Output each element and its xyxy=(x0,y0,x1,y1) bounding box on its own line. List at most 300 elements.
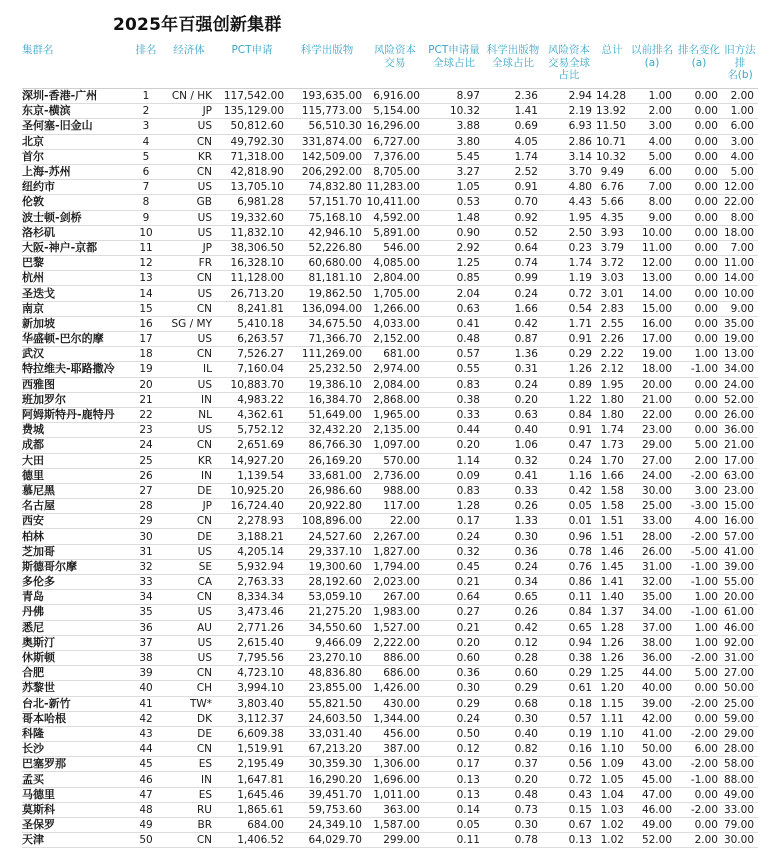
table-cell: 17.00 xyxy=(628,332,676,347)
table-cell: -2.00 xyxy=(676,726,722,741)
table-cell: 1.51 xyxy=(596,529,628,544)
table-cell: SG / MY xyxy=(162,316,216,331)
table-cell: 26,169.20 xyxy=(288,453,366,468)
table-cell: 0.00 xyxy=(676,711,722,726)
table-cell: 4.05 xyxy=(484,134,542,149)
table-row xyxy=(22,286,758,301)
table-cell: 0.33 xyxy=(424,407,484,422)
table-cell: 0.78 xyxy=(542,544,596,559)
table-cell: 3.14 xyxy=(542,149,596,164)
table-cell: 0.00 xyxy=(676,256,722,271)
table-cell: 8.00 xyxy=(722,210,758,225)
table-row xyxy=(22,483,758,498)
table-cell: US xyxy=(162,377,216,392)
table-cell: 4.35 xyxy=(596,210,628,225)
cluster-name-cell: 北京 xyxy=(22,134,130,149)
cluster-name-cell: 上海-苏州 xyxy=(22,164,130,179)
table-cell: 0.85 xyxy=(424,271,484,286)
table-cell: 0.74 xyxy=(484,256,542,271)
table-cell: 0.11 xyxy=(542,590,596,605)
table-cell: 0.34 xyxy=(484,575,542,590)
cluster-name-cell: 斯德哥尔摩 xyxy=(22,559,130,574)
table-cell: 32 xyxy=(130,559,162,574)
table-cell: 6.00 xyxy=(676,742,722,757)
table-cell: 1.03 xyxy=(596,802,628,817)
column-header: PCT申请量 全球占比 xyxy=(424,44,484,89)
table-row xyxy=(22,210,758,225)
table-cell: 0.89 xyxy=(542,377,596,392)
table-cell: 7 xyxy=(130,180,162,195)
table-cell: 108,896.00 xyxy=(288,514,366,529)
table-cell: 0.00 xyxy=(676,377,722,392)
table-cell: 13.92 xyxy=(596,105,627,118)
table-cell: 1.36 xyxy=(484,347,542,362)
table-cell: 43.00 xyxy=(628,757,676,772)
table-cell: 1.25 xyxy=(596,666,628,681)
table-cell: 24.00 xyxy=(722,377,758,392)
table-cell: 23,855.00 xyxy=(288,681,366,696)
table-cell: 2,023.00 xyxy=(366,575,424,590)
cluster-name-cell: 圣保罗 xyxy=(22,818,130,833)
table-cell: 30.00 xyxy=(628,483,676,498)
table-cell: 4,983.22 xyxy=(216,392,288,407)
table-cell: RU xyxy=(162,802,216,817)
page-title: 2025年百强创新集群 xyxy=(113,15,282,35)
table-cell: 0.00 xyxy=(676,149,722,164)
cluster-name-cell: 芝加哥 xyxy=(22,544,130,559)
table-cell: 1,426.00 xyxy=(366,681,424,696)
table-cell: 1.58 xyxy=(596,499,628,514)
table-cell: 0.17 xyxy=(424,757,484,772)
table-cell: 0.53 xyxy=(424,195,484,210)
table-cell: 0.26 xyxy=(484,605,542,620)
table-cell: 52.00 xyxy=(628,833,676,848)
table-cell: 1.00 xyxy=(676,620,722,635)
table-cell: US xyxy=(162,332,216,347)
table-cell: 1,794.00 xyxy=(366,559,424,574)
cluster-name-cell: 长沙 xyxy=(22,742,130,757)
table-cell: 0.00 xyxy=(676,392,722,407)
table-cell: IN xyxy=(162,772,216,787)
table-cell: 7,526.27 xyxy=(216,347,288,362)
table-cell: CN xyxy=(162,271,216,286)
table-cell: 28.00 xyxy=(722,742,758,757)
table-cell: FR xyxy=(162,256,216,271)
table-cell: 7.00 xyxy=(628,180,676,195)
table-cell: 1.33 xyxy=(484,514,542,529)
table-cell: 1.26 xyxy=(596,650,628,665)
table-cell: CA xyxy=(162,575,216,590)
table-cell: 0.86 xyxy=(542,575,596,590)
table-cell: 22.00 xyxy=(722,195,758,210)
table-cell: 15.00 xyxy=(628,301,676,316)
table-cell: 0.63 xyxy=(484,407,542,422)
table-cell: 22 xyxy=(130,407,162,422)
table-cell: CN xyxy=(162,347,216,362)
table-cell: 42,818.90 xyxy=(216,164,288,179)
cluster-name-cell: 丹佛 xyxy=(22,605,130,620)
table-cell: JP xyxy=(162,240,216,255)
table-cell: 38.00 xyxy=(628,635,676,650)
table-cell: 0.00 xyxy=(676,195,722,210)
table-cell: 27.00 xyxy=(722,666,758,681)
table-cell: 23.00 xyxy=(722,483,758,498)
table-cell: 1,645.46 xyxy=(216,787,288,802)
table-cell: 33.00 xyxy=(722,802,758,817)
table-cell: 50,812.60 xyxy=(216,119,288,134)
table-cell: 33.00 xyxy=(628,514,676,529)
table-cell: 30,359.30 xyxy=(288,757,366,772)
table-cell: 11,832.10 xyxy=(216,225,288,240)
table-cell: 35.00 xyxy=(628,590,676,605)
table-cell: 0.61 xyxy=(542,681,596,696)
table-cell: 0.69 xyxy=(484,119,542,134)
table-row xyxy=(22,89,758,104)
table-cell: 2,651.69 xyxy=(216,438,288,453)
table-cell: 18 xyxy=(130,347,162,362)
table-cell: 47 xyxy=(130,787,162,802)
table-cell: 4.80 xyxy=(542,180,596,195)
table-cell: 13 xyxy=(130,271,162,286)
table-cell: 5.00 xyxy=(722,164,758,179)
table-cell: 2.22 xyxy=(596,347,628,362)
table-cell: 4,205.14 xyxy=(216,544,288,559)
table-cell: 0.30 xyxy=(484,529,542,544)
table-cell: 0.60 xyxy=(484,666,542,681)
table-cell: 0.29 xyxy=(542,347,596,362)
table-row xyxy=(22,332,758,347)
table-cell: 13,705.10 xyxy=(216,180,288,195)
table-cell: 11.00 xyxy=(628,240,676,255)
cluster-name-cell: 东京-横滨 xyxy=(22,104,130,119)
table-cell: 0.91 xyxy=(484,180,542,195)
table-cell: 1.00 xyxy=(722,104,758,119)
table-cell: 49,792.30 xyxy=(216,134,288,149)
table-cell: 1.22 xyxy=(542,392,596,407)
table-row xyxy=(22,362,758,377)
table-cell: 52,226.80 xyxy=(288,240,366,255)
table-cell: 21 xyxy=(130,392,162,407)
table-cell: 0.44 xyxy=(424,423,484,438)
table-cell: 546.00 xyxy=(366,240,424,255)
table-cell: 20.00 xyxy=(628,377,676,392)
table-row xyxy=(22,635,758,650)
table-cell: 0.37 xyxy=(484,757,542,772)
table-cell: 1.40 xyxy=(596,590,628,605)
table-cell: 50.00 xyxy=(722,681,758,696)
table-cell: 0.70 xyxy=(484,195,542,210)
table-row xyxy=(22,407,758,422)
cluster-name-cell: 哥本哈根 xyxy=(22,711,130,726)
table-cell: 6.00 xyxy=(628,164,676,179)
table-cell: 1.14 xyxy=(424,453,484,468)
cluster-name-cell: 台北-新竹 xyxy=(22,696,130,711)
table-cell: 12 xyxy=(130,256,162,271)
table-cell: 2.55 xyxy=(596,316,628,331)
table-cell: GB xyxy=(162,195,216,210)
table-cell: 0.55 xyxy=(424,362,484,377)
table-cell: 47.00 xyxy=(628,787,676,802)
table-cell: 16,724.40 xyxy=(216,499,288,514)
table-cell: 0.41 xyxy=(424,316,484,331)
table-cell: 22.00 xyxy=(366,514,424,529)
table-cell: DE xyxy=(162,529,216,544)
table-cell: 0.00 xyxy=(676,423,722,438)
table-cell: CH xyxy=(162,681,216,696)
cluster-name-cell: 深圳-香港-广州 xyxy=(22,89,130,104)
table-cell: 5,891.00 xyxy=(366,225,424,240)
table-cell: 0.00 xyxy=(676,271,722,286)
cluster-name-cell: 武汉 xyxy=(22,347,130,362)
table-cell: 28,192.60 xyxy=(288,575,366,590)
table-cell: AU xyxy=(162,620,216,635)
table-cell: 2,084.00 xyxy=(366,377,424,392)
table-cell: -2.00 xyxy=(676,802,722,817)
table-cell: 61.00 xyxy=(722,605,758,620)
table-cell: US xyxy=(162,650,216,665)
table-cell: 0.17 xyxy=(424,514,484,529)
table-cell: 1,139.54 xyxy=(216,468,288,483)
table-cell: 3.27 xyxy=(424,164,484,179)
table-cell: 0.20 xyxy=(484,392,542,407)
table-cell: 60,680.00 xyxy=(288,256,366,271)
table-cell: 63.00 xyxy=(722,468,758,483)
table-row xyxy=(22,392,758,407)
table-cell: IL xyxy=(162,362,216,377)
table-cell: 39,451.70 xyxy=(288,787,366,802)
table-cell: 2,135.00 xyxy=(366,423,424,438)
table-cell: 37 xyxy=(130,635,162,650)
table-cell: 4.43 xyxy=(542,195,596,210)
table-cell: 64,029.70 xyxy=(288,833,366,848)
table-cell: 1.71 xyxy=(542,316,596,331)
table-cell: 26,713.20 xyxy=(216,286,288,301)
table-cell: 50.00 xyxy=(628,742,676,757)
table-cell: 67,213.20 xyxy=(288,742,366,757)
table-cell: US xyxy=(162,423,216,438)
table-cell: 9,466.09 xyxy=(288,635,366,650)
table-cell: 1 xyxy=(130,89,162,104)
table-cell: 0.78 xyxy=(484,833,542,848)
table-cell: 29.00 xyxy=(722,726,758,741)
table-cell: 0.65 xyxy=(542,620,596,635)
table-cell: 41.00 xyxy=(628,726,676,741)
table-cell: 1.10 xyxy=(596,726,628,741)
table-cell: 41 xyxy=(130,696,162,711)
table-cell: 1.46 xyxy=(596,544,628,559)
table-cell: 1.04 xyxy=(596,787,628,802)
table-cell: JP xyxy=(162,104,216,119)
table-cell: 0.00 xyxy=(676,210,722,225)
column-header: 科学出版物 全球占比 xyxy=(484,44,542,89)
column-header: 科学出版物 xyxy=(288,44,366,89)
table-cell: 24,527.60 xyxy=(288,529,366,544)
table-row xyxy=(22,256,758,271)
table-row xyxy=(22,802,758,817)
cluster-name-cell: 成都 xyxy=(22,438,130,453)
table-cell: 1,011.00 xyxy=(366,787,424,802)
table-cell: 0.57 xyxy=(424,347,484,362)
table-cell: 0.29 xyxy=(484,681,542,696)
table-cell: CN xyxy=(162,134,216,149)
cluster-name-cell: 多伦多 xyxy=(22,575,130,590)
table-cell: US xyxy=(162,635,216,650)
table-cell: 1.11 xyxy=(596,711,628,726)
table-cell: 0.20 xyxy=(424,635,484,650)
table-cell: 570.00 xyxy=(366,453,424,468)
table-cell: 30 xyxy=(130,529,162,544)
column-header: 总计 xyxy=(596,44,628,89)
table-row xyxy=(22,605,758,620)
table-cell: 71,366.70 xyxy=(288,332,366,347)
table-cell: 16.00 xyxy=(628,316,676,331)
table-cell: -1.00 xyxy=(676,772,722,787)
table-cell: 6,916.00 xyxy=(366,89,424,104)
table-cell: 34,550.60 xyxy=(288,620,366,635)
table-cell: 3,994.10 xyxy=(216,681,288,696)
table-cell: 1,527.00 xyxy=(366,620,424,635)
table-cell: 23.00 xyxy=(628,423,676,438)
table-cell: 86,766.30 xyxy=(288,438,366,453)
table-cell: 684.00 xyxy=(216,818,288,833)
table-cell: 3.00 xyxy=(722,134,758,149)
table-cell: 0.00 xyxy=(676,286,722,301)
table-cell: 45.00 xyxy=(628,772,676,787)
table-cell: 49.00 xyxy=(722,787,758,802)
table-cell: 0.00 xyxy=(676,240,722,255)
cluster-name-cell: 巴黎 xyxy=(22,256,130,271)
table-cell: 16,290.20 xyxy=(288,772,366,787)
table-cell: 55.00 xyxy=(722,575,758,590)
table-cell: 14.00 xyxy=(628,286,676,301)
column-header: 风险资本 交易全球 占比 xyxy=(542,44,596,89)
table-cell: 1.66 xyxy=(596,468,628,483)
table-cell: 1.66 xyxy=(484,301,542,316)
table-cell: 17.00 xyxy=(722,453,758,468)
table-cell: 0.52 xyxy=(484,225,542,240)
table-cell: 0.41 xyxy=(484,468,542,483)
table-cell: 21.00 xyxy=(628,392,676,407)
table-cell: 56,510.30 xyxy=(288,119,366,134)
table-row xyxy=(22,529,758,544)
table-cell: 0.56 xyxy=(542,757,596,772)
table-cell: CN xyxy=(162,514,216,529)
table-cell: -2.00 xyxy=(676,650,722,665)
table-cell: 92.00 xyxy=(722,635,758,650)
table-cell: 0.57 xyxy=(542,711,596,726)
table-cell: 0.00 xyxy=(676,681,722,696)
table-cell: 0.09 xyxy=(424,468,484,483)
table-header-row xyxy=(22,44,758,89)
table-cell: 18.00 xyxy=(722,225,758,240)
table-cell: 1.28 xyxy=(424,499,484,514)
table-cell: 23 xyxy=(130,423,162,438)
table-cell: 2,736.00 xyxy=(366,468,424,483)
table-cell: 0.16 xyxy=(542,742,596,757)
table-cell: 5.00 xyxy=(628,149,676,164)
table-cell: 39 xyxy=(130,666,162,681)
table-row xyxy=(22,742,758,757)
table-cell: 3.88 xyxy=(424,119,484,134)
table-cell: 117,542.00 xyxy=(216,89,288,104)
table-cell: 886.00 xyxy=(366,650,424,665)
table-cell: 0.00 xyxy=(676,164,722,179)
column-header: 排名变化 (a) xyxy=(676,44,722,89)
table-cell: 0.12 xyxy=(484,635,542,650)
table-cell: 1.06 xyxy=(484,438,542,453)
table-cell: 2,804.00 xyxy=(366,271,424,286)
cluster-name-cell: 特拉维夫-耶路撒冷 xyxy=(22,362,130,377)
table-cell: 0.99 xyxy=(484,271,542,286)
table-cell: 10.32 xyxy=(424,104,484,119)
table-cell: 32.00 xyxy=(628,575,676,590)
table-cell: 6,981.28 xyxy=(216,195,288,210)
table-cell: 331,874.00 xyxy=(288,134,366,149)
table-cell: 48 xyxy=(130,802,162,817)
table-cell: 26.00 xyxy=(722,407,758,422)
table-cell: 42 xyxy=(130,711,162,726)
table-cell: 2.94 xyxy=(542,89,596,104)
table-cell: 21,275.20 xyxy=(288,605,366,620)
table-row xyxy=(22,180,758,195)
table-cell: CN xyxy=(162,301,216,316)
cluster-name-cell: 巴塞罗那 xyxy=(22,757,130,772)
cluster-name-cell: 伦敦 xyxy=(22,195,130,210)
table-cell: 5.00 xyxy=(676,666,722,681)
cluster-name-cell: 莫斯科 xyxy=(22,802,130,817)
table-cell: 0.24 xyxy=(484,377,542,392)
table-cell: 3.01 xyxy=(596,286,628,301)
table-cell: US xyxy=(162,119,216,134)
table-row xyxy=(22,225,758,240)
table-cell: 0.28 xyxy=(484,650,542,665)
table-cell: 19.00 xyxy=(628,347,676,362)
column-header: 排名 xyxy=(130,44,162,89)
table-row xyxy=(22,514,758,529)
table-cell: 2.36 xyxy=(484,89,542,104)
table-cell: 0.05 xyxy=(424,818,484,833)
table-cell: 40 xyxy=(130,681,162,696)
table-cell: 0.40 xyxy=(484,423,542,438)
cluster-name-cell: 纽约市 xyxy=(22,180,130,195)
table-cell: 2 xyxy=(130,104,162,119)
table-cell: 0.27 xyxy=(424,605,484,620)
table-cell: 7,795.56 xyxy=(216,650,288,665)
table-cell: 0.42 xyxy=(542,483,596,498)
table-cell: 1,965.00 xyxy=(366,407,424,422)
table-cell: 2,868.00 xyxy=(366,392,424,407)
table-row xyxy=(22,347,758,362)
table-cell: 3,473.46 xyxy=(216,605,288,620)
table-cell: 0.24 xyxy=(542,453,596,468)
table-cell: 0.48 xyxy=(424,332,484,347)
table-cell: 32,432.20 xyxy=(288,423,366,438)
table-cell: 35 xyxy=(130,605,162,620)
table-cell: 0.73 xyxy=(484,802,542,817)
table-cell: 5,752.12 xyxy=(216,423,288,438)
table-cell: 0.00 xyxy=(676,407,722,422)
cluster-name-cell: 休斯顿 xyxy=(22,650,130,665)
table-cell: CN / HK xyxy=(162,89,216,104)
table-cell: 19,862.50 xyxy=(288,286,366,301)
table-cell: 2,974.00 xyxy=(366,362,424,377)
table-cell: 0.76 xyxy=(542,559,596,574)
table-cell: 2.26 xyxy=(596,332,628,347)
table-cell: 1.74 xyxy=(484,149,542,164)
table-cell: 0.32 xyxy=(424,544,484,559)
table-cell: US xyxy=(162,286,216,301)
table-cell: 36.00 xyxy=(722,423,758,438)
